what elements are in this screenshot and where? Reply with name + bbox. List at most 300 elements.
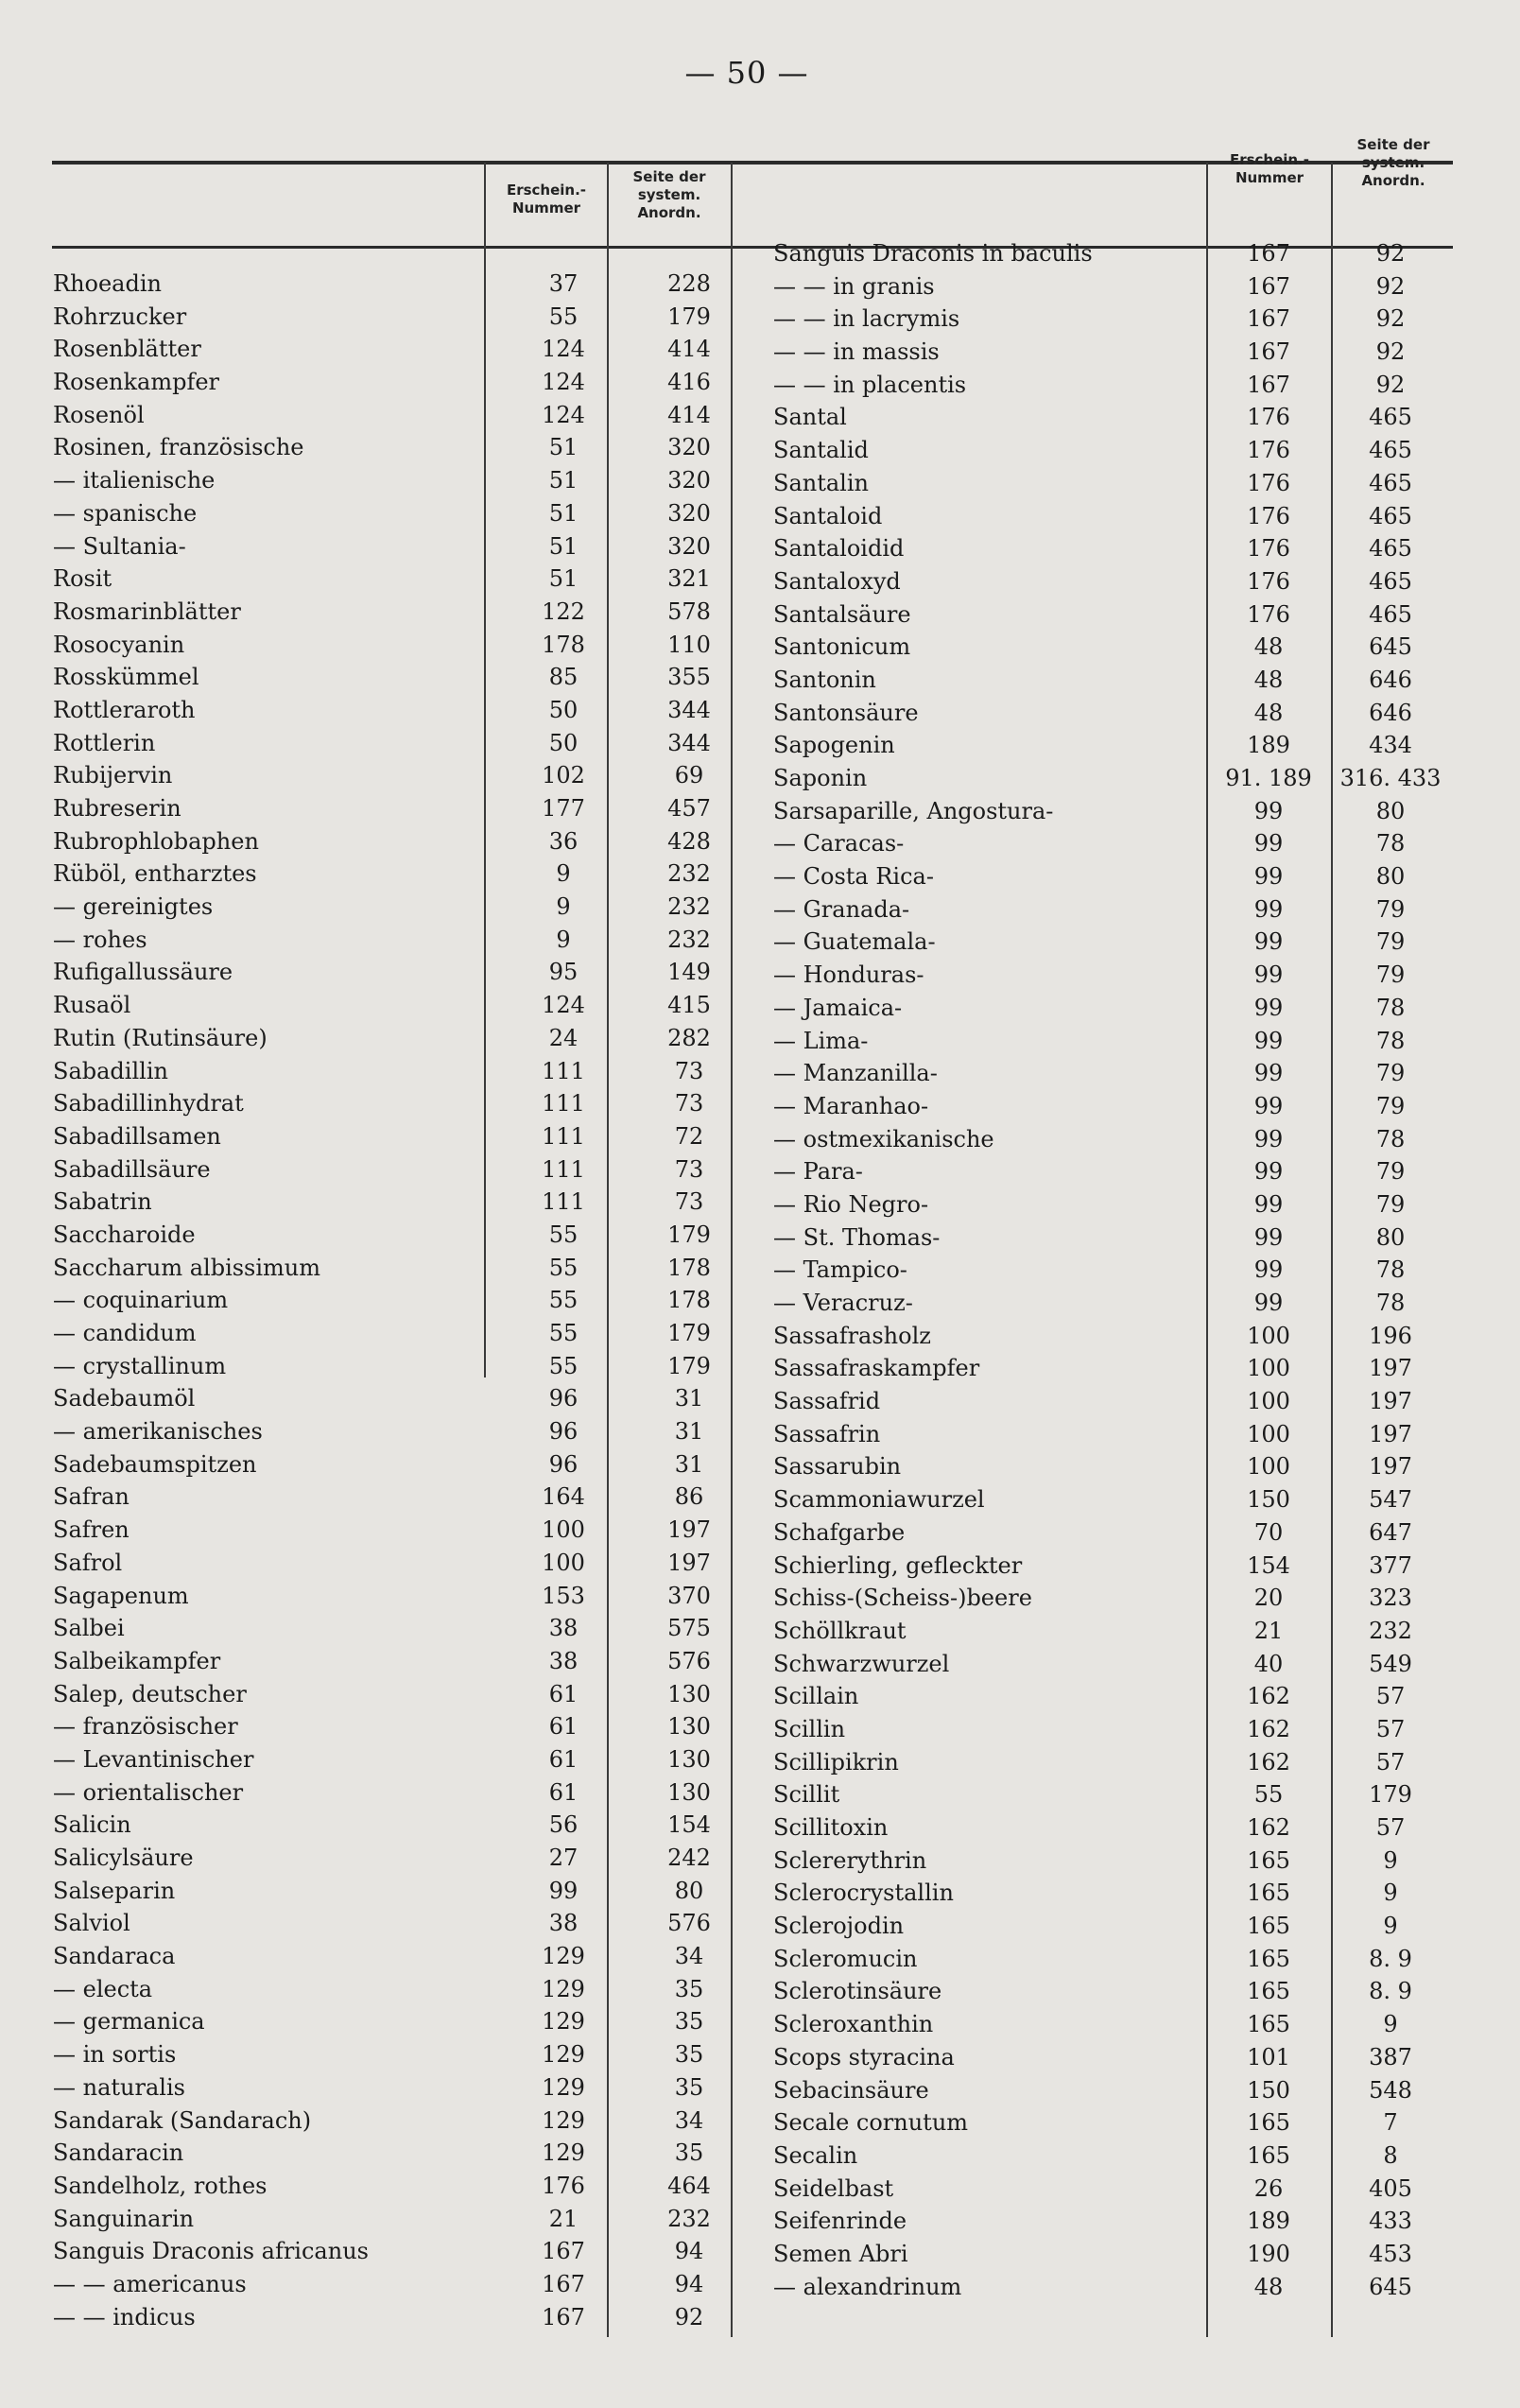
erschein-nummer: 40: [1253, 1650, 1284, 1677]
erschein-nummer: 51: [548, 532, 579, 560]
seite-anordn: 196: [1369, 1322, 1412, 1349]
table-row: [53, 1514, 752, 1547]
seite-anordn: 645: [1369, 633, 1412, 661]
seite-anordn: 9: [1383, 2011, 1398, 2038]
erschein-nummer: 38: [548, 1615, 579, 1642]
erschein-nummer: 100: [542, 1516, 585, 1544]
entry-name: Santonin: [773, 666, 876, 693]
entry-name: — französischer: [53, 1713, 238, 1741]
seite-anordn: 465: [1369, 600, 1412, 628]
table-row: [773, 1680, 1454, 1713]
table-row: [53, 1284, 752, 1317]
seite-anordn: 465: [1369, 404, 1412, 431]
erschein-nummer: 51: [548, 499, 579, 527]
table-row: [53, 1907, 752, 1940]
entry-name: — — in placentis: [773, 371, 967, 398]
erschein-nummer: 55: [548, 303, 579, 330]
entry-name: — electa: [53, 1975, 153, 2002]
table-row: [773, 1582, 1454, 1615]
erschein-nummer: 124: [542, 336, 585, 363]
table-row: [773, 303, 1454, 336]
table-row: [773, 959, 1454, 992]
table-row: [53, 1382, 752, 1415]
table-row: [53, 2038, 752, 2071]
seite-anordn: 355: [667, 664, 711, 691]
erschein-nummer: 55: [548, 1221, 579, 1248]
table-row: [53, 629, 752, 662]
table-row: [773, 893, 1454, 927]
erschein-nummer: 20: [1253, 1585, 1284, 1612]
table-row: [53, 1055, 752, 1088]
table-row: [773, 467, 1454, 500]
table-row: [53, 825, 752, 858]
table-row: [773, 2271, 1454, 2304]
erschein-nummer: 48: [1253, 666, 1284, 693]
entry-name: Sanguis Draconis africanus: [53, 2238, 369, 2265]
erschein-nummer: 176: [1247, 567, 1290, 595]
table-row: [773, 2173, 1454, 2206]
table-row: [773, 401, 1454, 434]
erschein-nummer: 176: [1247, 404, 1290, 431]
seite-anordn: 178: [667, 1254, 711, 1281]
entry-name: — naturalis: [53, 2073, 185, 2101]
entry-name: Schwarzwurzel: [773, 1650, 950, 1677]
table-row: [53, 2301, 752, 2334]
erschein-nummer: 124: [542, 401, 585, 428]
seite-anordn: 320: [667, 434, 711, 461]
seite-anordn: 57: [1375, 1748, 1406, 1776]
entry-name: Rohrzucker: [53, 303, 187, 330]
erschein-nummer: 61: [548, 1713, 579, 1741]
seite-anordn: 110: [667, 631, 711, 658]
erschein-nummer: 99: [1253, 961, 1284, 989]
table-row: [773, 860, 1454, 893]
erschein-nummer: 99: [1253, 863, 1284, 891]
erschein-nummer: 165: [1247, 1978, 1290, 2005]
table-row: [53, 1186, 752, 1219]
table-row: [53, 301, 752, 334]
erschein-nummer: 167: [1247, 338, 1290, 366]
erschein-nummer: 129: [542, 2073, 585, 2101]
seite-anordn: 92: [1375, 338, 1406, 366]
table-row: [53, 366, 752, 399]
entry-name: — Jamaica-: [773, 994, 903, 1021]
seite-anordn: 575: [667, 1615, 711, 1642]
entry-name: Sabadillsäure: [53, 1155, 211, 1183]
table-row: [53, 2203, 752, 2236]
erschein-nummer: 51: [548, 434, 579, 461]
erschein-nummer: 100: [1247, 1420, 1290, 1447]
entry-name: Sandaraca: [53, 1943, 176, 1970]
erschein-nummer: 165: [1247, 1945, 1290, 1972]
seite-anordn: 130: [667, 1713, 711, 1741]
seite-anordn: 8. 9: [1369, 1945, 1412, 1972]
table-row: [53, 2170, 752, 2203]
entry-name: — Caracas-: [773, 830, 905, 858]
entry-name: Rosenkampfer: [53, 369, 220, 396]
table-row: [773, 1418, 1454, 1451]
entry-name: Saponin: [773, 765, 868, 791]
entry-name: — amerikanisches: [53, 1418, 263, 1446]
table-row: [773, 2041, 1454, 2074]
seite-anordn: 35: [674, 1975, 704, 2002]
table-row: [53, 1580, 752, 1613]
seite-anordn: 228: [667, 270, 711, 297]
entry-name: Rosocyanin: [53, 631, 185, 658]
erschein-nummer: 165: [1247, 2141, 1290, 2169]
erschein-nummer: 38: [548, 1647, 579, 1674]
entry-name: Salicin: [53, 1811, 131, 1839]
erschein-nummer: 190: [1247, 2240, 1290, 2267]
seite-anordn: 457: [667, 795, 711, 822]
table-row: [53, 2268, 752, 2301]
entry-name: Sclerotinsäure: [773, 1978, 942, 2005]
table-row: [773, 500, 1454, 533]
entry-name: — alexandrinum: [773, 2273, 962, 2300]
table-row: [53, 1252, 752, 1285]
seite-anordn: 465: [1369, 502, 1412, 529]
entry-name: — Rio Negro-: [773, 1190, 929, 1218]
erschein-nummer: 37: [548, 270, 579, 297]
erschein-nummer: 167: [1247, 240, 1290, 267]
entry-name: — — in lacrymis: [773, 305, 960, 333]
table-row: [53, 530, 752, 563]
erschein-nummer: 176: [1247, 437, 1290, 464]
table-row: [53, 1710, 752, 1743]
table-row: [773, 1975, 1454, 2008]
entry-name: Secalin: [773, 2141, 858, 2169]
erschein-nummer: 100: [542, 1549, 585, 1576]
erschein-nummer: 129: [542, 2008, 585, 2036]
seite-anordn: 370: [667, 1582, 711, 1609]
entry-name: Santaloxyd: [773, 567, 901, 595]
table-row: [773, 1155, 1454, 1188]
entry-name: — candidum: [53, 1320, 197, 1346]
table-row: [773, 1320, 1454, 1353]
seite-anordn: 197: [1369, 1453, 1412, 1481]
table-row: [773, 1123, 1454, 1156]
erschein-nummer: 176: [1247, 469, 1290, 496]
seite-anordn: 86: [674, 1483, 704, 1511]
table-row: [773, 1877, 1454, 1910]
seite-anordn: 316. 433: [1339, 765, 1442, 791]
entry-name: Sassafrid: [773, 1388, 881, 1415]
entry-name: — in sortis: [53, 2041, 177, 2069]
erschein-nummer: 99: [1253, 1158, 1284, 1186]
entry-name: — Maranhao-: [773, 1092, 929, 1119]
erschein-nummer: 167: [1247, 305, 1290, 333]
table-row: [53, 1415, 752, 1448]
entry-name: Semen Abri: [773, 2240, 908, 2267]
table-row: [773, 1025, 1454, 1058]
seite-anordn: 92: [1375, 272, 1406, 300]
table-row: [773, 1811, 1454, 1845]
seite-anordn: 8. 9: [1369, 1978, 1412, 2005]
entry-name: — Guatemala-: [773, 928, 936, 956]
entry-name: Sandarak (Sandarach): [53, 2106, 312, 2134]
table-row: [53, 1350, 752, 1383]
seite-anordn: 78: [1375, 830, 1406, 858]
table-row: [773, 2008, 1454, 2041]
table-row: [773, 992, 1454, 1025]
table-row: [773, 1713, 1454, 1746]
entry-name: — Granada-: [773, 895, 910, 923]
erschein-nummer: 55: [548, 1254, 579, 1281]
seite-anordn: 78: [1375, 1027, 1406, 1054]
table-row: [53, 759, 752, 792]
seite-anordn: 73: [674, 1155, 704, 1183]
entry-name: — — in granis: [773, 272, 935, 300]
table-row: [773, 795, 1454, 828]
entry-name: — Sultania-: [53, 532, 186, 560]
erschein-nummer: 111: [542, 1090, 585, 1117]
erschein-nummer: 129: [542, 1975, 585, 2002]
table-row: [773, 598, 1454, 632]
table-row: [773, 729, 1454, 762]
entry-name: Rosit: [53, 565, 112, 593]
seite-anordn: 57: [1375, 1715, 1406, 1742]
entry-name: Scillain: [773, 1683, 859, 1710]
seite-anordn: 320: [667, 499, 711, 527]
seite-anordn: 232: [667, 860, 711, 888]
erschein-nummer: 99: [1253, 797, 1284, 824]
erschein-nummer: 162: [1247, 1814, 1290, 1841]
seite-anordn: 415: [667, 992, 711, 1019]
table-row: [773, 1550, 1454, 1583]
seite-anordn: 34: [674, 2106, 704, 2134]
entry-name: Salseparin: [53, 1877, 176, 1904]
table-row: [53, 694, 752, 727]
erschein-nummer: 50: [548, 729, 579, 756]
table-row: [773, 2139, 1454, 2173]
seite-anordn: 320: [667, 532, 711, 560]
erschein-nummer: 9: [556, 893, 571, 921]
erschein-nummer: 129: [542, 1943, 585, 1970]
entry-name: — Lima-: [773, 1027, 869, 1054]
entry-name: Sclererythrin: [773, 1846, 927, 1874]
table-row: [773, 827, 1454, 860]
table-row: [773, 1910, 1454, 1943]
seite-anordn: 405: [1369, 2174, 1412, 2202]
erschein-nummer: 176: [542, 2172, 585, 2199]
erschein-nummer: 164: [542, 1483, 585, 1511]
entry-name: Scleroxanthin: [773, 2011, 934, 2038]
table-row: [773, 1254, 1454, 1287]
table-row: [53, 2071, 752, 2105]
table-row: [773, 532, 1454, 565]
erschein-nummer: 165: [1247, 2011, 1290, 2038]
entry-name: — crystallinum: [53, 1352, 227, 1379]
erschein-nummer: 21: [548, 2205, 579, 2232]
seite-anordn: 647: [1369, 1518, 1412, 1546]
entry-name: — italienische: [53, 467, 216, 494]
entry-name: Sassafrin: [773, 1420, 881, 1447]
seite-anordn: 464: [667, 2172, 711, 2199]
erschein-nummer: 99: [1253, 895, 1284, 923]
seite-anordn: 78: [1375, 1256, 1406, 1284]
seite-anordn: 377: [1369, 1551, 1412, 1579]
seite-anordn: 79: [1375, 1060, 1406, 1087]
entry-name: Salviol: [53, 1910, 130, 1937]
erschein-nummer: 55: [548, 1352, 579, 1379]
seite-anordn: 197: [667, 1516, 711, 1544]
erschein-nummer: 36: [548, 827, 579, 855]
erschein-nummer: 99: [548, 1877, 579, 1904]
table-row: [773, 2074, 1454, 2107]
erschein-nummer: 21: [1253, 1617, 1284, 1644]
entry-name: Rusaöl: [53, 992, 131, 1019]
erschein-nummer: 100: [1247, 1355, 1290, 1382]
seite-anordn: 9: [1383, 1880, 1398, 1907]
entry-name: Scleromucin: [773, 1945, 918, 1972]
seite-anordn: 179: [667, 1352, 711, 1379]
seite-anordn: 433: [1369, 2208, 1412, 2235]
erschein-nummer: 99: [1253, 1190, 1284, 1218]
seite-anordn: 130: [667, 1680, 711, 1707]
table-row: [53, 792, 752, 825]
erschein-nummer: 99: [1253, 1027, 1284, 1054]
erschein-nummer: 51: [548, 467, 579, 494]
seite-anordn: 465: [1369, 535, 1412, 563]
table-row: [773, 2238, 1454, 2271]
entry-name: Sandaracin: [53, 2139, 184, 2167]
entry-name: — spanische: [53, 499, 198, 527]
entry-name: Scammoniawurzel: [773, 1486, 985, 1514]
erschein-nummer: 55: [548, 1287, 579, 1314]
table-row: [773, 2106, 1454, 2139]
entry-name: Salep, deutscher: [53, 1680, 247, 1707]
table-row: [53, 661, 752, 694]
seite-anordn: 31: [674, 1450, 704, 1478]
entry-name: Rottleraroth: [53, 696, 196, 723]
seite-anordn: 80: [1375, 863, 1406, 891]
erschein-nummer: 101: [1247, 2043, 1290, 2070]
table-row: [53, 1022, 752, 1055]
seite-anordn: 57: [1375, 1683, 1406, 1710]
seite-anordn: 414: [667, 336, 711, 363]
entry-name: Rottlerin: [53, 729, 156, 756]
erschein-nummer: 99: [1253, 1060, 1284, 1087]
erschein-nummer: 129: [542, 2041, 585, 2069]
seite-anordn: 8: [1383, 2141, 1398, 2169]
table-row: [53, 727, 752, 760]
entry-name: — ostmexikanische: [773, 1125, 994, 1152]
entry-name: Sadebaumöl: [53, 1385, 196, 1412]
entry-name: Sclerocrystallin: [773, 1880, 954, 1907]
erschein-nummer: 111: [542, 1122, 585, 1150]
erschein-nummer: 167: [542, 2270, 585, 2297]
erschein-nummer: 99: [1253, 1290, 1284, 1316]
erschein-nummer: 189: [1247, 732, 1290, 759]
erschein-nummer: 167: [1247, 371, 1290, 398]
entry-name: Rosinen, französische: [53, 434, 304, 461]
entry-name: — — americanus: [53, 2270, 247, 2297]
seite-anordn: 197: [667, 1549, 711, 1576]
left-header-seite: Seite der system. Anordn.: [632, 168, 706, 221]
seite-anordn: 34: [674, 1943, 704, 1970]
table-row: [53, 1776, 752, 1810]
seite-anordn: 130: [667, 1745, 711, 1773]
seite-anordn: 72: [674, 1122, 704, 1150]
table-row: [53, 858, 752, 891]
seite-anordn: 73: [674, 1188, 704, 1216]
seite-anordn: 73: [674, 1090, 704, 1117]
table-row: [773, 697, 1454, 730]
erschein-nummer: 111: [542, 1188, 585, 1216]
table-row: [773, 631, 1454, 664]
entry-name: Saccharoide: [53, 1221, 196, 1248]
erschein-nummer: 99: [1253, 928, 1284, 956]
seite-anordn: 31: [674, 1418, 704, 1446]
erschein-nummer: 99: [1253, 1092, 1284, 1119]
table-row: [53, 2105, 752, 2138]
seite-anordn: 548: [1369, 2076, 1412, 2104]
entry-name: Rosmarinblätter: [53, 598, 241, 625]
table-row: [53, 1842, 752, 1875]
table-row: [773, 1746, 1454, 1779]
seite-anordn: 130: [667, 1778, 711, 1806]
table-row: [773, 237, 1454, 270]
erschein-nummer: 38: [548, 1910, 579, 1937]
erschein-nummer: 111: [542, 1057, 585, 1084]
table-row: [773, 1845, 1454, 1878]
right-header-seite: Seite der system. Anordn.: [1356, 136, 1430, 189]
entry-name: — — indicus: [53, 2303, 196, 2330]
seite-anordn: 645: [1369, 2273, 1412, 2300]
table-row: [53, 891, 752, 924]
erschein-nummer: 96: [548, 1385, 579, 1412]
entry-name: Sassafraskampfer: [773, 1355, 980, 1382]
seite-anordn: 549: [1369, 1650, 1412, 1677]
erschein-nummer: 176: [1247, 535, 1290, 563]
entry-name: — germanica: [53, 2008, 205, 2036]
seite-anordn: 197: [1369, 1355, 1412, 1382]
erschein-nummer: 56: [548, 1811, 579, 1839]
table-row: [773, 664, 1454, 697]
erschein-nummer: 124: [542, 369, 585, 396]
table-row: [53, 2005, 752, 2038]
table-row: [773, 270, 1454, 303]
entry-name: Santaloidid: [773, 535, 905, 563]
entry-name: Schöllkraut: [773, 1617, 907, 1644]
seite-anordn: 9: [1383, 1846, 1398, 1874]
table-row: [53, 1120, 752, 1153]
erschein-nummer: 167: [1247, 272, 1290, 300]
entry-name: Seidelbast: [773, 2174, 894, 2202]
seite-anordn: 79: [1375, 895, 1406, 923]
entry-name: — orientalischer: [53, 1778, 244, 1806]
table-row: [53, 1481, 752, 1514]
seite-anordn: 344: [667, 729, 711, 756]
page-number: — 50 —: [684, 55, 809, 91]
seite-anordn: 578: [667, 598, 711, 625]
seite-anordn: 323: [1369, 1585, 1412, 1612]
table-row: [773, 1385, 1454, 1418]
entry-name: Sabatrin: [53, 1188, 152, 1216]
entry-name: Sebacinsäure: [773, 2076, 929, 2104]
erschein-nummer: 48: [1253, 633, 1284, 661]
seite-anordn: 179: [667, 1221, 711, 1248]
seite-anordn: 79: [1375, 961, 1406, 989]
entry-name: Rosenblätter: [53, 336, 201, 363]
seite-anordn: 73: [674, 1057, 704, 1084]
table-row: [53, 1612, 752, 1645]
table-row: [773, 762, 1454, 795]
entry-name: Sabadillsamen: [53, 1122, 221, 1150]
erschein-nummer: 24: [548, 1024, 579, 1051]
seite-anordn: 197: [1369, 1388, 1412, 1415]
seite-anordn: 35: [674, 2073, 704, 2101]
